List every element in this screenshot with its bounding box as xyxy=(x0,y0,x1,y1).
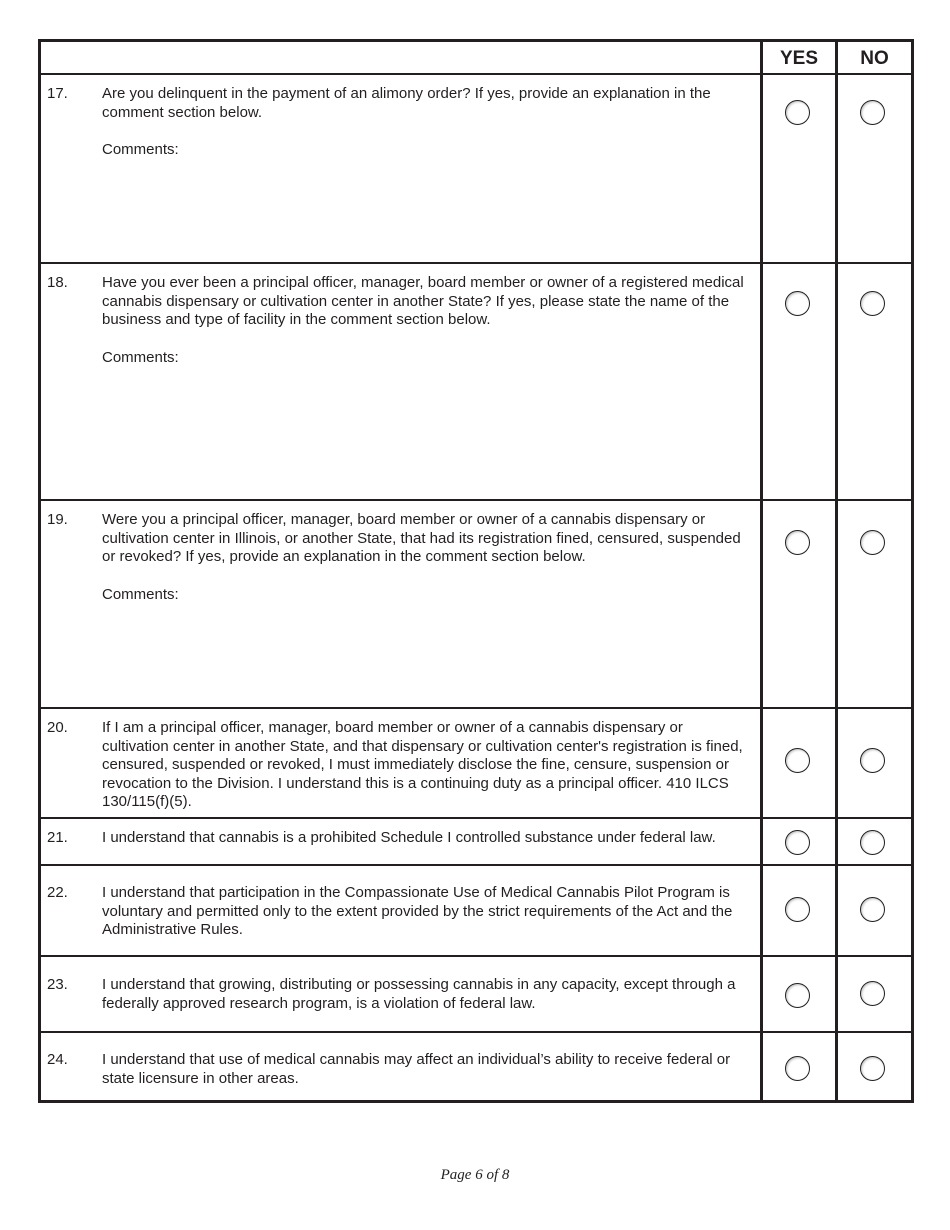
page-number: Page 6 of 8 xyxy=(440,1167,510,1183)
question-row-20 xyxy=(41,709,911,817)
comments-label: Comments: xyxy=(102,348,179,366)
question-number: 19. xyxy=(47,511,68,528)
question-text: I understand that participation in the Compassionate Use of Medical Cannabis Pilot Program is voluntary and permitted only to the extent provided by the strict requirements of the Act and the Administrative Rules. xyxy=(102,884,733,938)
question-number: 18. xyxy=(47,274,68,291)
question-number: 21. xyxy=(47,829,68,846)
question-text-body: Were you a principal officer, manager, board member or owner of a cannabis dispensary or cultivation center in Illinois, or another State, that had its registration fined, censured, suspended or revoked? If yes, provide an explanation in the comment section below. xyxy=(102,511,741,565)
question-number: 23. xyxy=(47,976,68,993)
yes-column-header: YES xyxy=(779,48,819,69)
question-row-17 xyxy=(41,75,911,262)
question-number: 24. xyxy=(47,1051,68,1068)
question-text: If I am a principal officer, manager, board member or owner of a cannabis dispensary or cultivation center in another State, and that dispensary or cultivation center's registration is fined, censured, suspended or revoked, I must immediately disclose the fine, censure, suspension or revocation to the Division. I understand this is a continuing duty as a principal officer. 410 ILCS 130/115(f)(5). xyxy=(102,719,743,810)
no-radio-17[interactable] xyxy=(860,100,885,125)
question-row-19 xyxy=(41,501,911,707)
question-row-24 xyxy=(41,1033,911,1100)
yes-radio-19[interactable] xyxy=(785,530,810,555)
no-radio-22[interactable] xyxy=(860,897,885,922)
no-radio-20[interactable] xyxy=(860,748,885,773)
question-number: 17. xyxy=(47,85,68,102)
questionnaire-table xyxy=(38,39,914,1103)
no-radio-21[interactable] xyxy=(860,830,885,855)
no-radio-18[interactable] xyxy=(860,291,885,316)
no-radio-23[interactable] xyxy=(860,981,885,1006)
question-text: I understand that use of medical cannabis may affect an individual’s ability to receive federal or state licensure in other areas. xyxy=(102,1051,731,1087)
question-text xyxy=(102,511,752,604)
question-text-body: Are you delinquent in the payment of an alimony order? If yes, provide an explanation in the comment section below. xyxy=(102,85,711,121)
question-row-21 xyxy=(41,819,911,864)
yes-radio-18[interactable] xyxy=(785,291,810,316)
yes-radio-22[interactable] xyxy=(785,897,810,922)
question-number: 22. xyxy=(47,884,68,901)
question-text: I understand that growing, distributing or possessing cannabis in any capacity, except through a federally approved research program, is a violation of federal law. xyxy=(102,976,736,1012)
yes-radio-20[interactable] xyxy=(785,748,810,773)
yes-radio-24[interactable] xyxy=(785,1056,810,1081)
question-row-22 xyxy=(41,866,911,955)
question-text: I understand that cannabis is a prohibited Schedule I controlled substance under federal law. xyxy=(102,829,716,846)
no-radio-24[interactable] xyxy=(860,1056,885,1081)
question-text xyxy=(102,85,752,160)
question-text-body: Have you ever been a principal officer, manager, board member or owner of a registered medical cannabis dispensary or cultivation center in another State? If yes, please state the name of the business and type of facility in the comment section below. xyxy=(102,274,744,328)
no-column-header: NO xyxy=(860,48,889,69)
no-radio-19[interactable] xyxy=(860,530,885,555)
comments-label: Comments: xyxy=(102,585,179,603)
question-number: 20. xyxy=(47,719,68,736)
yes-radio-21[interactable] xyxy=(785,830,810,855)
question-row-23 xyxy=(41,957,911,1031)
question-row-18 xyxy=(41,264,911,499)
yes-radio-23[interactable] xyxy=(785,983,810,1008)
question-text xyxy=(102,274,752,367)
comments-label: Comments: xyxy=(102,141,179,158)
yes-radio-17[interactable] xyxy=(785,100,810,125)
